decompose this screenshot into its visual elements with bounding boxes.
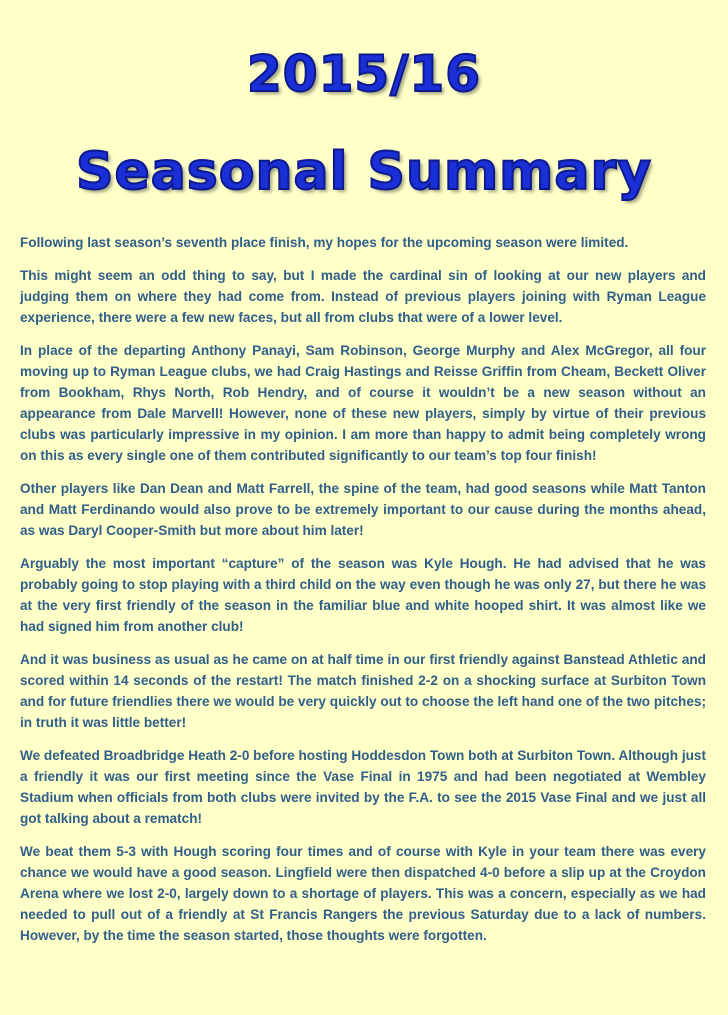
paragraph: Following last season’s seventh place finish, my hopes for the upcoming season were limited. (20, 235, 629, 250)
paragraph: We beat them 5-3 with Hough scoring four times and of course with Kyle in your team there was every chance we would have a good season. Lingfield were then dispatched 4-0 before a slip up at the Croydon Arena where we lost 2-0, largely down to a shortage of players. This was a concern, especially as we had needed to pull out of a friendly at St Francis Rangers the previous Saturday due to a lack of numbers. However, by the time the season started, those thoughts were forgotten. (20, 844, 706, 943)
article-body (20, 232, 706, 958)
paragraph: We defeated Broadbridge Heath 2-0 before hosting Hoddesdon Town both at Surbiton Town. Although just a friendly it was our first meeting since the Vase Final in 1975 and had been negotiated at Wembley Stadium when officials from both clubs were invited by the F.A. to see the 2015 Vase Final and we just all got talking about a rematch! (20, 748, 706, 826)
title-year: 2015/16 (246, 45, 481, 103)
paragraph: Other players like Dan Dean and Matt Farrell, the spine of the team, had good seasons while Matt Tanton and Matt Ferdinando would also prove to be extremely important to our cause during the months ahead, as was Daryl Cooper-Smith but more about him later! (20, 481, 706, 538)
page-title: Seasonal Summary (76, 142, 652, 202)
paragraph: Arguably the most important “capture” of the season was Kyle Hough. He had advised that he was probably going to stop playing with a third child on the way even though he was only 27, but there he was at the very first friendly of the season in the familiar blue and white hooped shirt. It was almost like we had signed him from another club! (20, 556, 706, 634)
paragraph: And it was business as usual as he came on at half time in our first friendly against Banstead Athletic and scored within 14 seconds of the restart! The match finished 2-2 on a shocking surface at Surbiton Town and for future friendlies there we would be very quickly out to choose the left hand one of the two pitches; in truth it was little better! (20, 652, 706, 730)
paragraph: In place of the departing Anthony Panayi, Sam Robinson, George Murphy and Alex McGregor, all four moving up to Ryman League clubs, we had Craig Hastings and Reisse Griffin from Cheam, Beckett Oliver from Bookham, Rhys North, Rob Hendry, and of course it wouldn’t be a new season without an appearance from Dale Marvell! However, none of these new players, simply by virtue of their previous clubs was particularly impressive in my opinion. I am more than happy to admit being completely wrong on this as every single one of them contributed significantly to our team’s top four finish! (20, 343, 706, 463)
paragraph: This might seem an odd thing to say, but I made the cardinal sin of looking at our new players and judging them on where they had come from. Instead of previous players joining with Ryman League experience, there were a few new faces, but all from clubs that were of a lower level. (20, 268, 706, 325)
